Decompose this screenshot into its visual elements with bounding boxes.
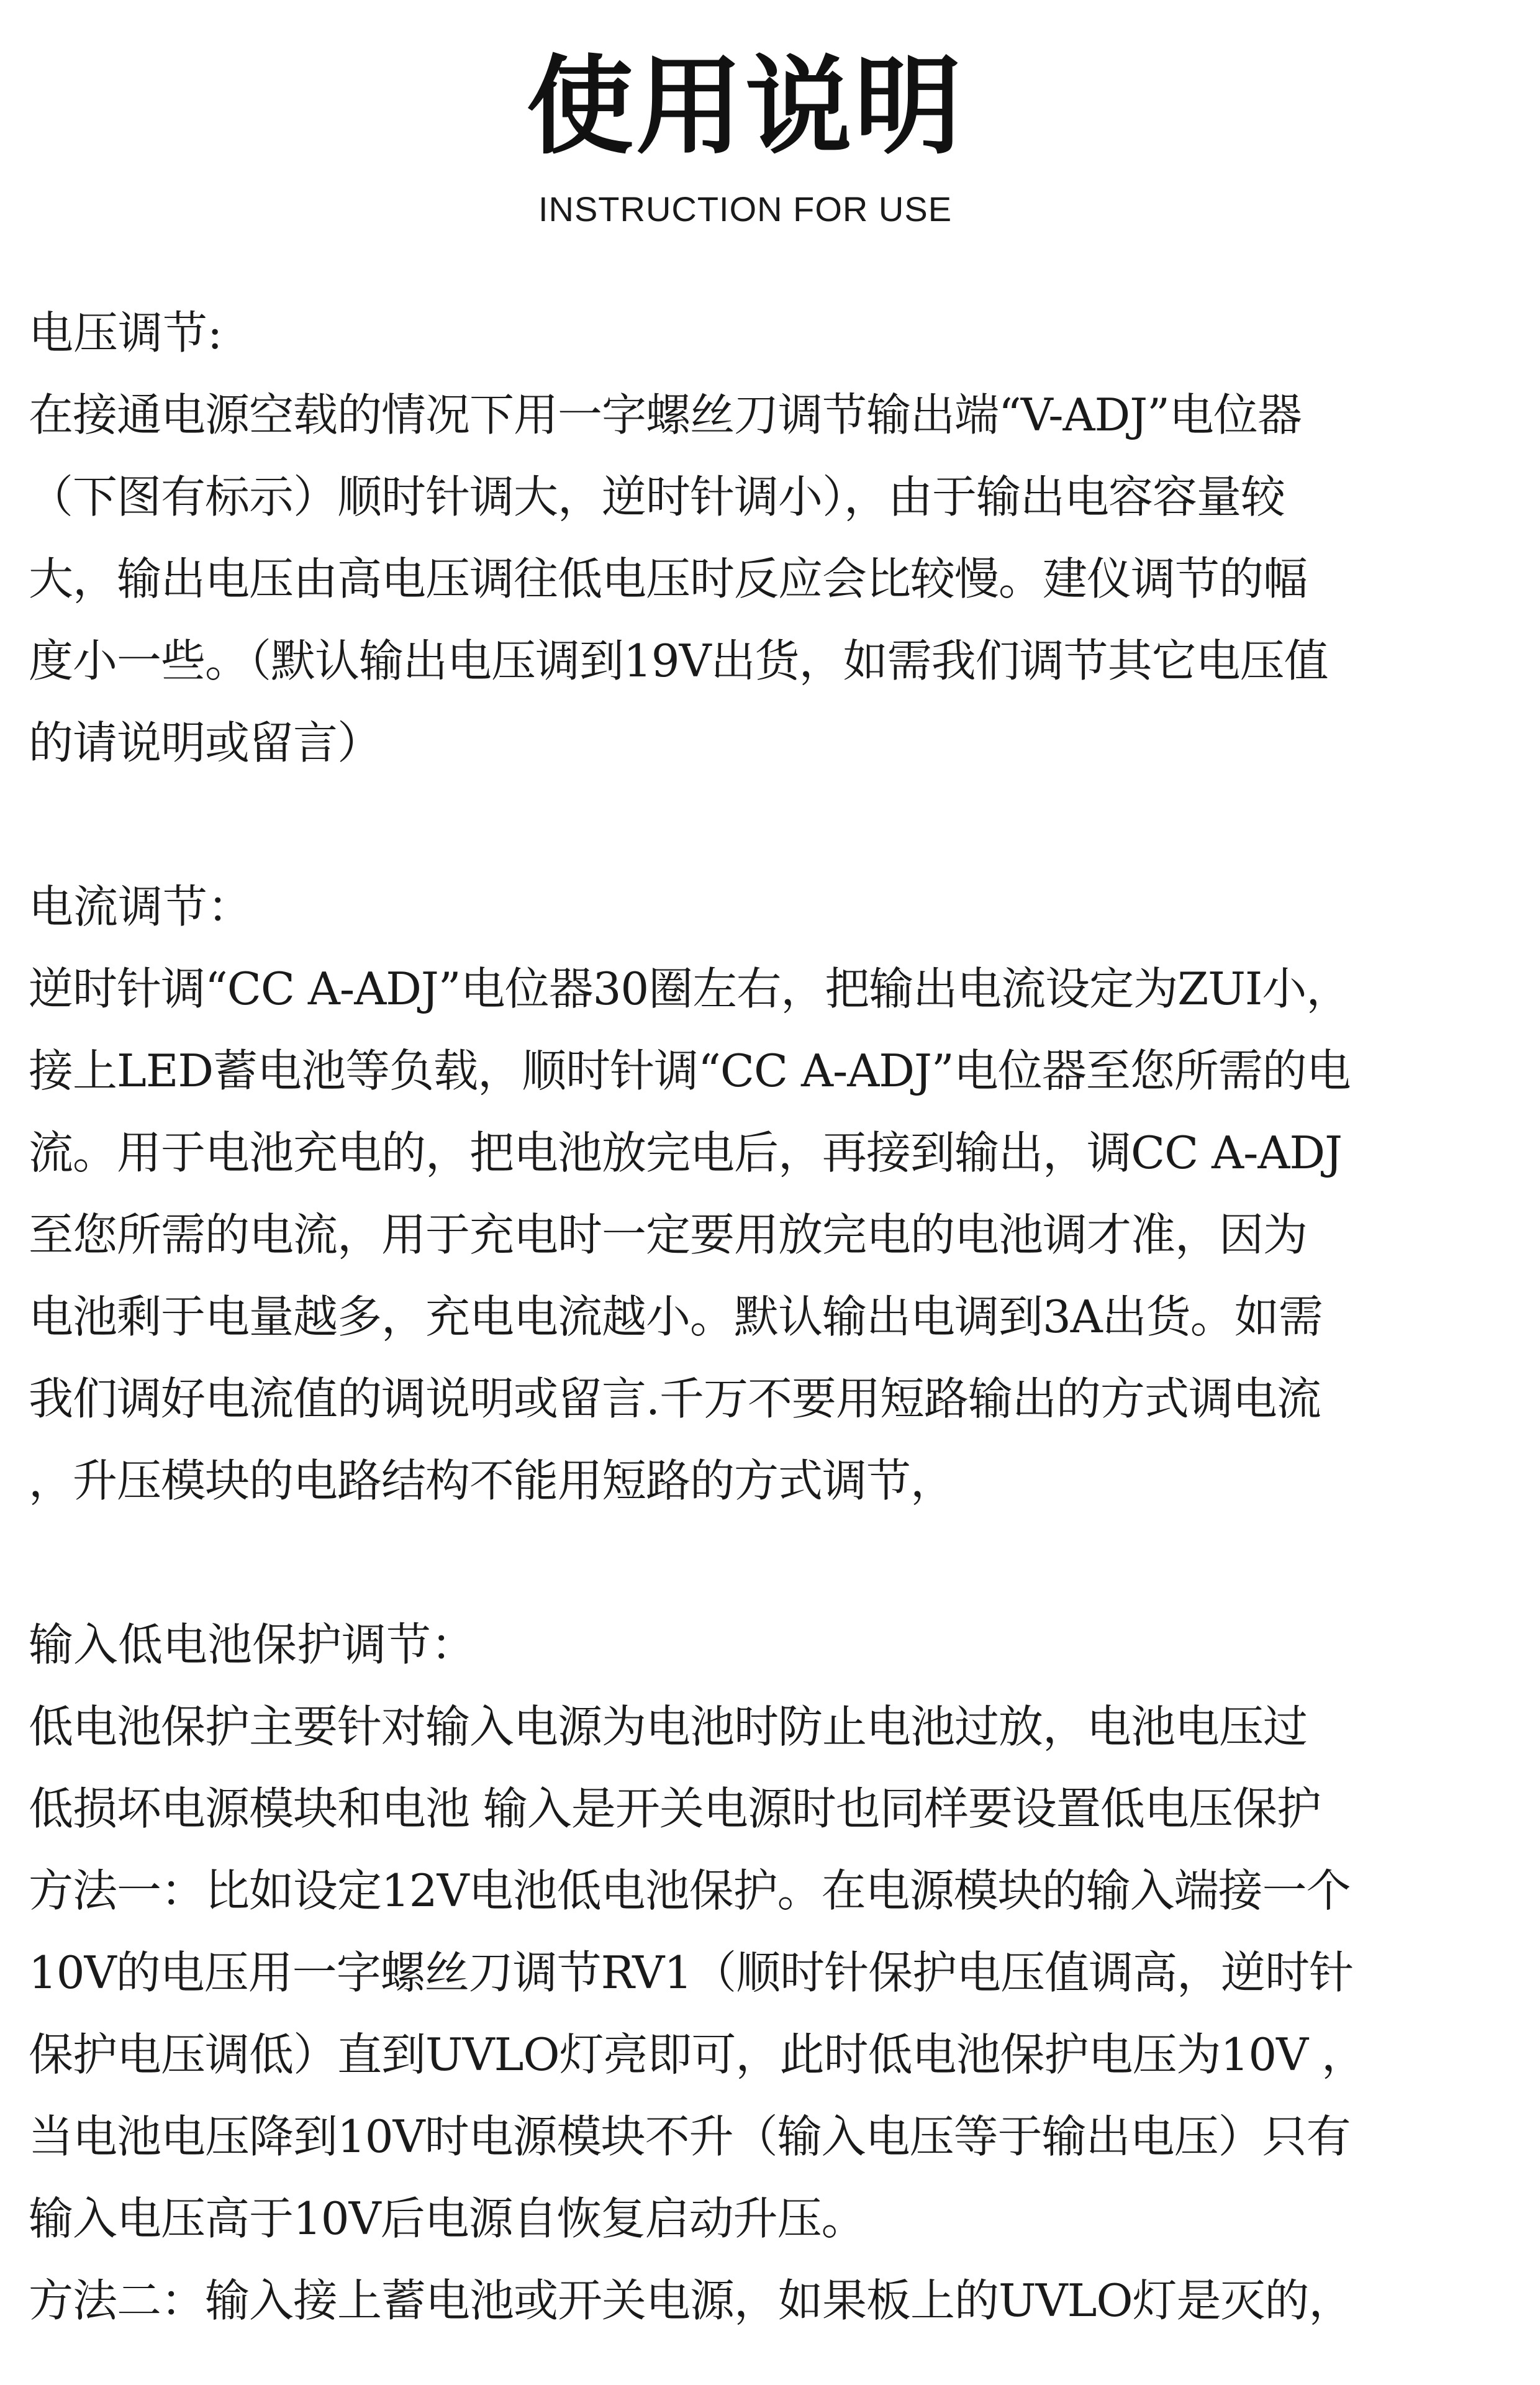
section-voltage-adjustment xyxy=(29,292,1519,784)
section-heading: 电压调节: xyxy=(29,307,223,359)
paragraph-line: 至您所需的电流，用于充电时一定要用放完电的电池调才准，因为 xyxy=(29,1209,1308,1261)
section-low-battery-protection xyxy=(29,1604,1519,2342)
page-subtitle: INSTRUCTION FOR USE xyxy=(538,189,953,229)
paragraph-line: 逆时针调“CC A-ADJ”电位器30圈左右，把输出电流设定为ZUI小， xyxy=(29,963,1351,1015)
paragraph-line: 输入电压高于10V后电源自恢复启动升压。 xyxy=(29,2192,866,2245)
paragraph-line: 大，输出电压由高电压调往低电压时反应会比较慢。建仪调节的幅 xyxy=(29,553,1308,605)
section-heading: 电流调节： xyxy=(29,881,253,933)
paragraph-line: 我们调好电流值的调说明或留言.千万不要用短路输出的方式调电流 xyxy=(29,1373,1321,1425)
paragraph-line: 电池剩于电量越多，充电电流越小。默认输出电调到3A出货。如需 xyxy=(29,1291,1323,1343)
paragraph-line: 低损坏电源模块和电池 输入是开关电源时也同样要设置低电压保护 xyxy=(29,1783,1321,1835)
paragraph-line: 的请说明或留言） xyxy=(29,717,382,769)
paragraph-line: 10V的电压用一字螺丝刀调节RV1（顺时针保护电压值调高，逆时针 xyxy=(29,1947,1354,1999)
paragraph-line: 流。用于电池充电的，把电池放完电后，再接到输出，调CC A-ADJ xyxy=(29,1127,1342,1179)
paragraph-line: （下图有标示）顺时针调大，逆时针调小），由于输出电容容量较 xyxy=(29,471,1285,523)
paragraph-line: 度小一些。（默认输出电压调到19V出货，如需我们调节其它电压值 xyxy=(29,635,1328,687)
paragraph-line: ，升压模块的电路结构不能用短路的方式调节， xyxy=(29,1455,955,1507)
page-title: 使用说明 xyxy=(527,44,964,169)
paragraph-line: 低电池保护主要针对输入电源为电池时防止电池过放，电池电压过 xyxy=(29,1701,1308,1753)
paragraph-line: 方法一：比如设定12V电池低电池保护。在电源模块的输入端接一个 xyxy=(29,1865,1351,1917)
paragraph-line: 保护电压调低）直到UVLO灯亮即可，此时低电池保护电压为10V ， xyxy=(29,2028,1366,2081)
paragraph-line: 在接通电源空载的情况下用一字螺丝刀调节输出端“V-ADJ”电位器 xyxy=(29,389,1302,441)
document-body xyxy=(29,292,1519,2385)
section-current-adjustment xyxy=(29,866,1519,1522)
paragraph-line: 当电池电压降到10V时电源模块不升（输入电压等于输出电压）只有 xyxy=(29,2110,1351,2163)
paragraph-line: 方法二：输入接上蓄电池或开关电源，如果板上的UVLO灯是灭的， xyxy=(29,2274,1353,2327)
paragraph-line: 接上LED蓄电池等负载，顺时针调“CC A-ADJ”电位器至您所需的电 xyxy=(29,1045,1351,1097)
section-heading: 输入低电池保护调节： xyxy=(29,1619,476,1671)
